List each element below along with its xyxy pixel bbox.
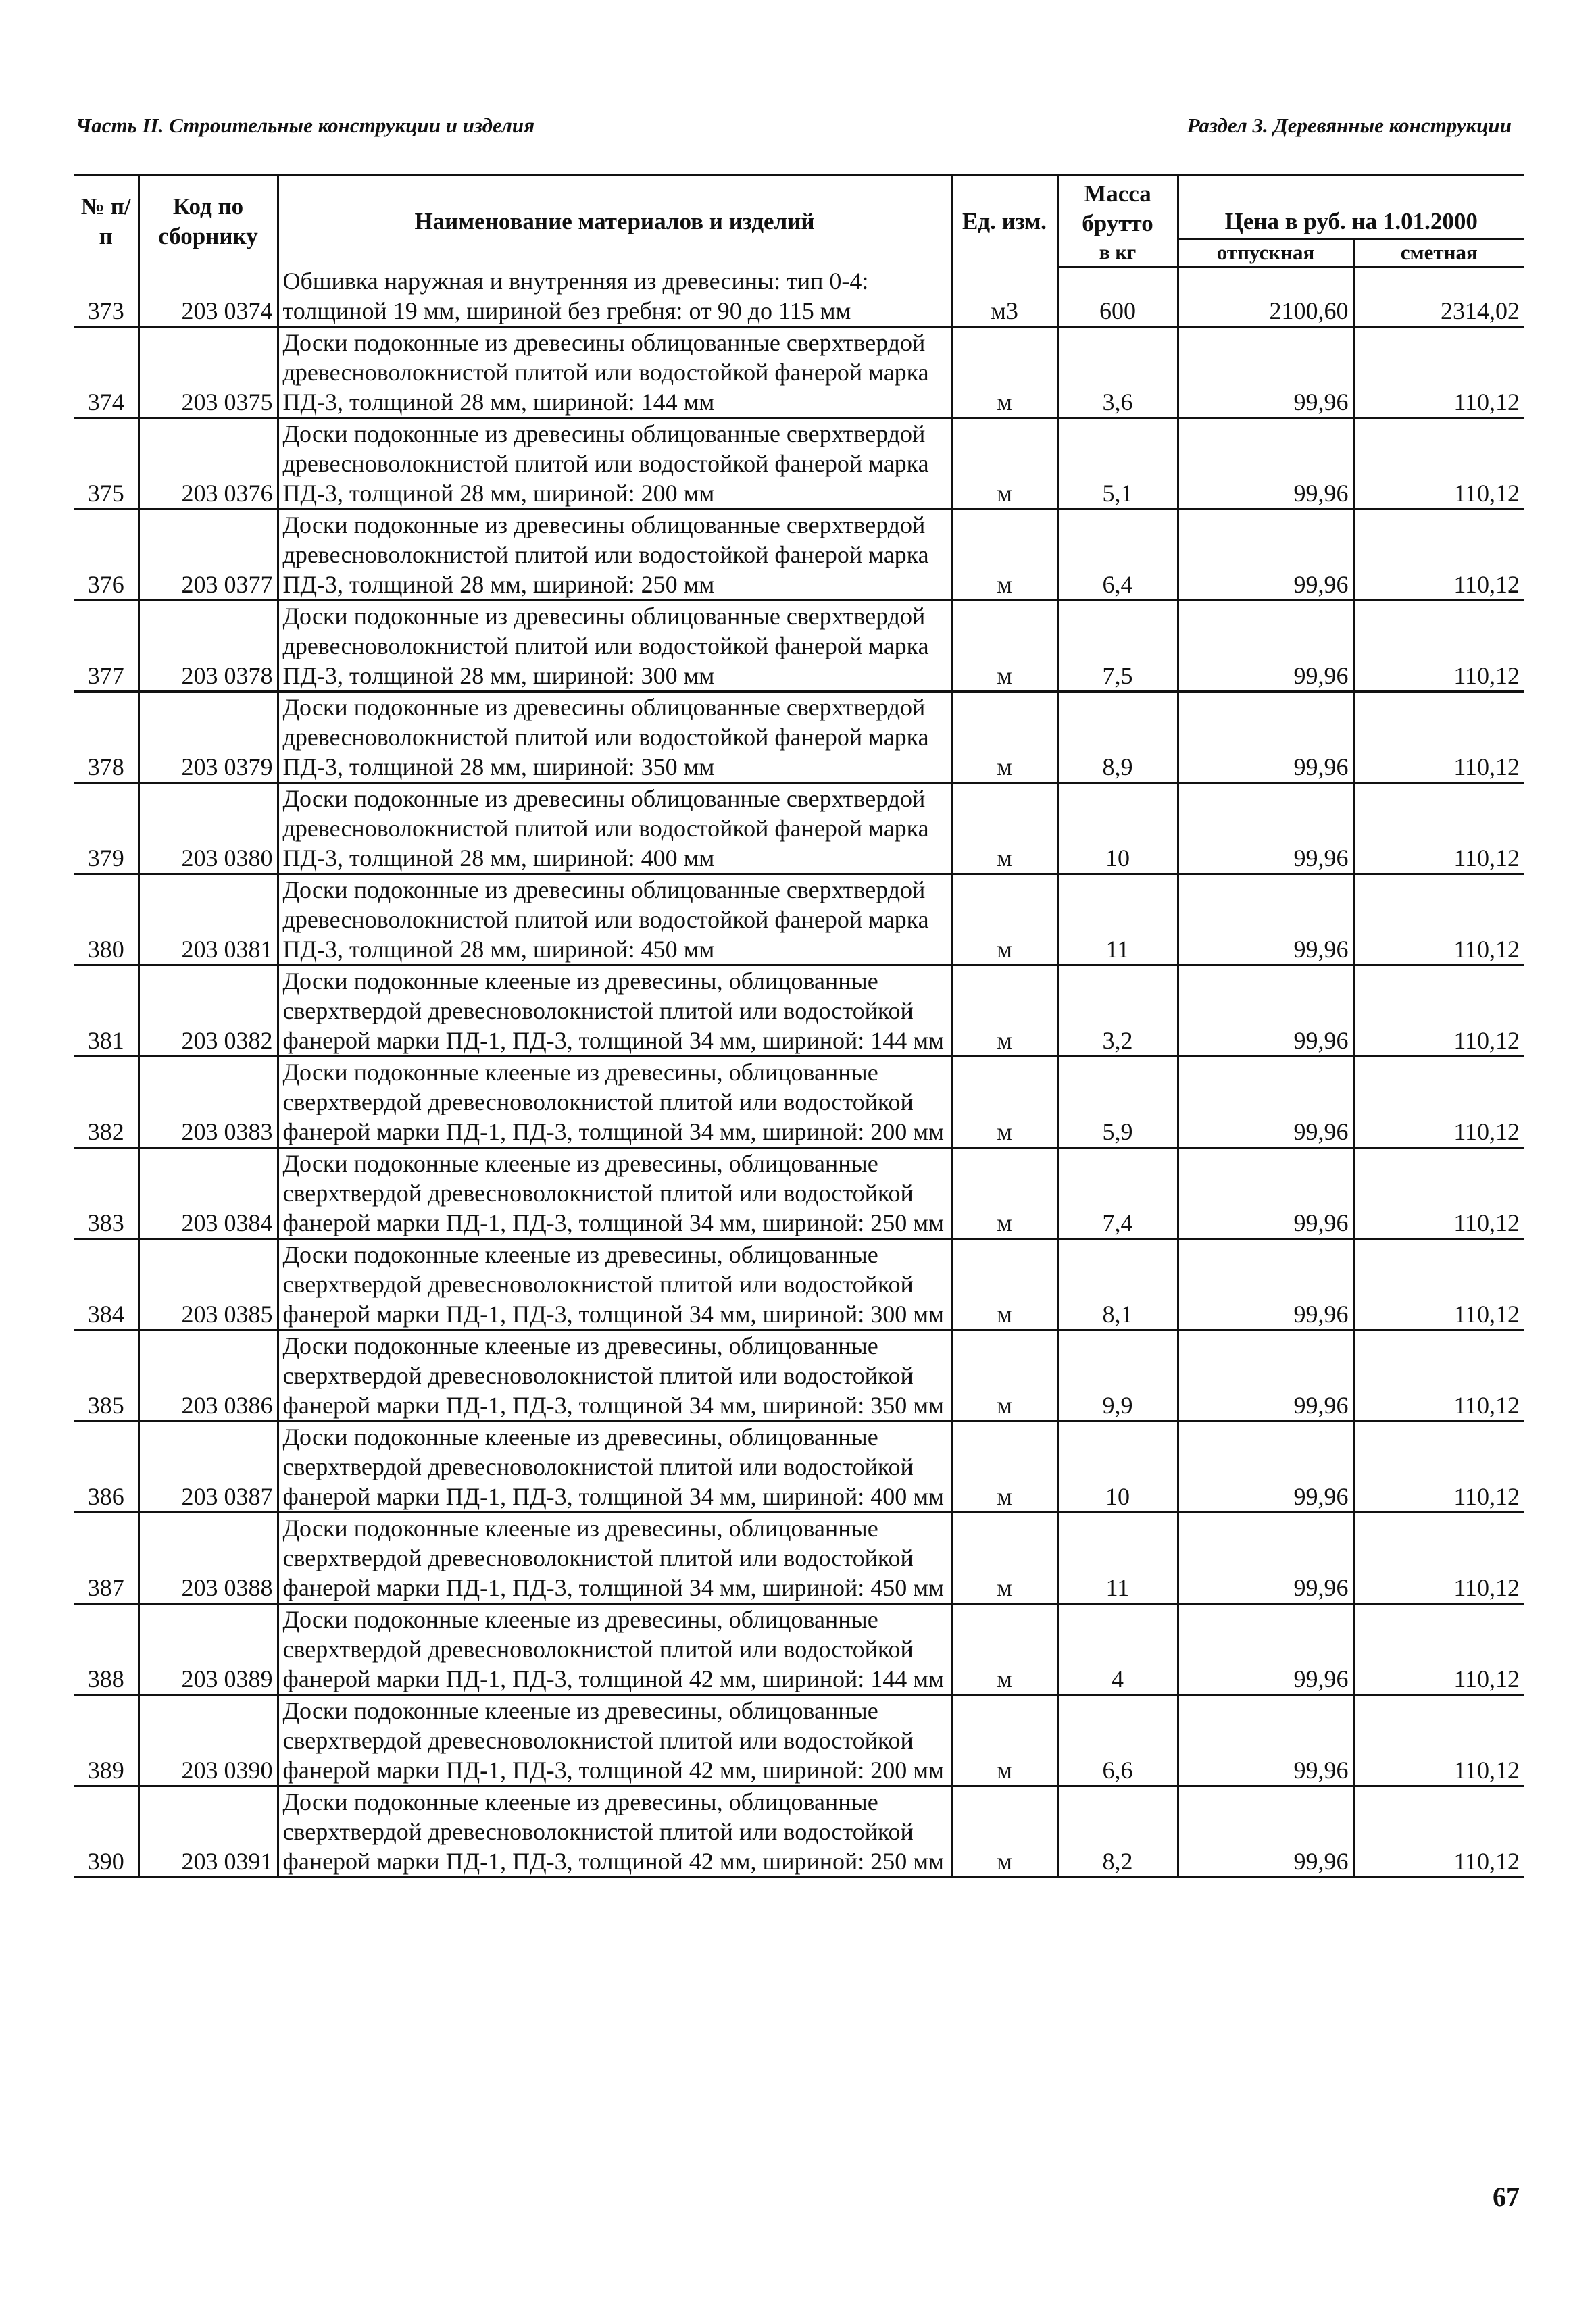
row-price-estimate: 110,12 <box>1353 1604 1524 1695</box>
row-number: 389 <box>74 1695 139 1786</box>
row-name: Доски подоконные клееные из древесины, облицованные сверхтвердой древесноволокнистой плитой или водостойкой фанерой марки ПД-1, ПД-3, толщиной 34 мм, шириной: 200 мм <box>278 1057 951 1148</box>
row-price-wholesale: 99,96 <box>1178 783 1353 874</box>
row-mass: 600 <box>1057 266 1178 327</box>
running-header-part: Часть II. Строительные конструкции и изделия <box>76 114 535 137</box>
row-unit: м <box>951 874 1057 965</box>
row-price-estimate: 110,12 <box>1353 1148 1524 1239</box>
row-name: Доски подоконные из древесины облицованные сверхтвердой древесноволокнистой плитой или водостойкой фанерой марка ПД-3, толщиной 28 мм, шириной: 350 мм <box>278 692 951 783</box>
row-number: 382 <box>74 1057 139 1148</box>
row-mass: 4 <box>1057 1604 1178 1695</box>
row-unit: м3 <box>951 266 1057 327</box>
row-mass: 11 <box>1057 1513 1178 1604</box>
row-unit: м <box>951 1330 1057 1422</box>
row-price-wholesale: 99,96 <box>1178 1604 1353 1695</box>
row-unit: м <box>951 692 1057 783</box>
row-price-estimate: 110,12 <box>1353 509 1524 601</box>
col-header-mass: Масса брутто <box>1057 176 1178 239</box>
row-code: 203 0390 <box>139 1695 278 1786</box>
row-unit: м <box>951 1422 1057 1513</box>
table-row <box>74 1786 1524 1878</box>
row-code: 203 0385 <box>139 1239 278 1330</box>
row-price-estimate: 110,12 <box>1353 965 1524 1057</box>
row-number: 388 <box>74 1604 139 1695</box>
row-code: 203 0391 <box>139 1786 278 1878</box>
row-price-estimate: 110,12 <box>1353 692 1524 783</box>
row-unit: м <box>951 1513 1057 1604</box>
row-unit: м <box>951 1057 1057 1148</box>
row-code: 203 0376 <box>139 418 278 509</box>
table-row <box>74 1330 1524 1422</box>
table-row <box>74 509 1524 601</box>
row-unit: м <box>951 1239 1057 1330</box>
row-price-estimate: 110,12 <box>1353 327 1524 418</box>
price-table <box>74 174 1524 1878</box>
table-row <box>74 1148 1524 1239</box>
row-mass: 11 <box>1057 874 1178 965</box>
row-name: Обшивка наружная и внутренняя из древесины: тип 0-4: толщиной 19 мм, шириной без гребня: от 90 до 115 мм <box>278 266 951 327</box>
row-code: 203 0377 <box>139 509 278 601</box>
row-code: 203 0389 <box>139 1604 278 1695</box>
row-number: 386 <box>74 1422 139 1513</box>
row-price-wholesale: 99,96 <box>1178 1513 1353 1604</box>
table-row <box>74 783 1524 874</box>
row-price-wholesale: 99,96 <box>1178 1057 1353 1148</box>
row-price-wholesale: 99,96 <box>1178 874 1353 965</box>
row-unit: м <box>951 327 1057 418</box>
row-unit: м <box>951 1604 1057 1695</box>
row-price-wholesale: 99,96 <box>1178 1786 1353 1878</box>
row-mass: 3,6 <box>1057 327 1178 418</box>
row-number: 383 <box>74 1148 139 1239</box>
table-body <box>74 266 1524 1878</box>
row-name: Доски подоконные клееные из древесины, облицованные сверхтвердой древесноволокнистой плитой или водостойкой фанерой марки ПД-1, ПД-3, толщиной 42 мм, шириной: 144 мм <box>278 1604 951 1695</box>
row-unit: м <box>951 418 1057 509</box>
row-name: Доски подоконные клееные из древесины, облицованные сверхтвердой древесноволокнистой плитой или водостойкой фанерой марки ПД-1, ПД-3, толщиной 42 мм, шириной: 200 мм <box>278 1695 951 1786</box>
row-code: 203 0379 <box>139 692 278 783</box>
row-mass: 6,6 <box>1057 1695 1178 1786</box>
row-code: 203 0381 <box>139 874 278 965</box>
row-unit: м <box>951 1148 1057 1239</box>
row-number: 384 <box>74 1239 139 1330</box>
table-row <box>74 874 1524 965</box>
row-code: 203 0386 <box>139 1330 278 1422</box>
row-code: 203 0374 <box>139 266 278 327</box>
row-name: Доски подоконные из древесины облицованные сверхтвердой древесноволокнистой плитой или водостойкой фанерой марка ПД-3, толщиной 28 мм, шириной: 144 мм <box>278 327 951 418</box>
table-row <box>74 418 1524 509</box>
running-header-section: Раздел 3. Деревянные конструкции <box>1187 114 1512 137</box>
row-code: 203 0383 <box>139 1057 278 1148</box>
col-header-name: Наименование материалов и изделий <box>278 176 951 267</box>
row-price-estimate: 110,12 <box>1353 1057 1524 1148</box>
row-price-wholesale: 99,96 <box>1178 601 1353 692</box>
row-price-estimate: 110,12 <box>1353 1422 1524 1513</box>
row-unit: м <box>951 509 1057 601</box>
table-row <box>74 1513 1524 1604</box>
row-mass: 6,4 <box>1057 509 1178 601</box>
row-mass: 8,2 <box>1057 1786 1178 1878</box>
row-name: Доски подоконные клееные из древесины, облицованные сверхтвердой древесноволокнистой плитой или водостойкой фанерой марки ПД-1, ПД-3, толщиной 34 мм, шириной: 350 мм <box>278 1330 951 1422</box>
row-price-wholesale: 99,96 <box>1178 965 1353 1057</box>
row-number: 381 <box>74 965 139 1057</box>
table-row <box>74 327 1524 418</box>
row-code: 203 0375 <box>139 327 278 418</box>
row-unit: м <box>951 601 1057 692</box>
row-price-estimate: 110,12 <box>1353 783 1524 874</box>
table-row <box>74 1057 1524 1148</box>
row-price-wholesale: 99,96 <box>1178 1422 1353 1513</box>
row-price-wholesale: 99,96 <box>1178 1148 1353 1239</box>
row-name: Доски подоконные из древесины облицованные сверхтвердой древесноволокнистой плитой или водостойкой фанерой марка ПД-3, толщиной 28 мм, шириной: 200 мм <box>278 418 951 509</box>
row-code: 203 0388 <box>139 1513 278 1604</box>
row-name: Доски подоконные клееные из древесины, облицованные сверхтвердой древесноволокнистой плитой или водостойкой фанерой марки ПД-1, ПД-3, толщиной 34 мм, шириной: 450 мм <box>278 1513 951 1604</box>
row-name: Доски подоконные клееные из древесины, облицованные сверхтвердой древесноволокнистой плитой или водостойкой фанерой марки ПД-1, ПД-3, толщиной 34 мм, шириной: 144 мм <box>278 965 951 1057</box>
table-row <box>74 1695 1524 1786</box>
row-price-estimate: 110,12 <box>1353 874 1524 965</box>
table-row <box>74 1604 1524 1695</box>
row-name: Доски подоконные клееные из древесины, облицованные сверхтвердой древесноволокнистой плитой или водостойкой фанерой марки ПД-1, ПД-3, толщиной 34 мм, шириной: 300 мм <box>278 1239 951 1330</box>
table-row <box>74 692 1524 783</box>
row-code: 203 0380 <box>139 783 278 874</box>
row-price-estimate: 110,12 <box>1353 601 1524 692</box>
row-number: 375 <box>74 418 139 509</box>
row-name: Доски подоконные клееные из древесины, облицованные сверхтвердой древесноволокнистой плитой или водостойкой фанерой марки ПД-1, ПД-3, толщиной 34 мм, шириной: 250 мм <box>278 1148 951 1239</box>
row-number: 385 <box>74 1330 139 1422</box>
row-unit: м <box>951 965 1057 1057</box>
table-row <box>74 1239 1524 1330</box>
row-mass: 7,4 <box>1057 1148 1178 1239</box>
row-mass: 10 <box>1057 1422 1178 1513</box>
col-header-price-wholesale: отпускная <box>1178 238 1353 266</box>
row-number: 373 <box>74 266 139 327</box>
row-code: 203 0387 <box>139 1422 278 1513</box>
row-mass: 8,1 <box>1057 1239 1178 1330</box>
row-mass: 8,9 <box>1057 692 1178 783</box>
row-unit: м <box>951 1786 1057 1878</box>
row-number: 390 <box>74 1786 139 1878</box>
col-header-mass-unit: в кг <box>1057 238 1178 266</box>
row-price-estimate: 110,12 <box>1353 1513 1524 1604</box>
col-header-num: № п/п <box>74 176 139 267</box>
row-price-wholesale: 99,96 <box>1178 692 1353 783</box>
row-code: 203 0384 <box>139 1148 278 1239</box>
row-unit: м <box>951 1695 1057 1786</box>
row-price-wholesale: 99,96 <box>1178 418 1353 509</box>
col-header-price: Цена в руб. на 1.01.2000 <box>1178 176 1524 239</box>
row-price-wholesale: 99,96 <box>1178 327 1353 418</box>
table-row <box>74 965 1524 1057</box>
row-code: 203 0378 <box>139 601 278 692</box>
row-name: Доски подоконные из древесины облицованные сверхтвердой древесноволокнистой плитой или водостойкой фанерой марка ПД-3, толщиной 28 мм, шириной: 400 мм <box>278 783 951 874</box>
col-header-unit: Ед. изм. <box>951 176 1057 267</box>
row-number: 374 <box>74 327 139 418</box>
row-name: Доски подоконные из древесины облицованные сверхтвердой древесноволокнистой плитой или водостойкой фанерой марка ПД-3, толщиной 28 мм, шириной: 450 мм <box>278 874 951 965</box>
row-price-estimate: 110,12 <box>1353 1786 1524 1878</box>
row-price-estimate: 110,12 <box>1353 1239 1524 1330</box>
row-number: 376 <box>74 509 139 601</box>
col-header-code: Код по сборнику <box>139 176 278 267</box>
row-mass: 9,9 <box>1057 1330 1178 1422</box>
row-price-wholesale: 99,96 <box>1178 509 1353 601</box>
row-mass: 5,1 <box>1057 418 1178 509</box>
table-row <box>74 1422 1524 1513</box>
row-number: 387 <box>74 1513 139 1604</box>
col-header-price-estimate: сметная <box>1353 238 1524 266</box>
row-price-estimate: 110,12 <box>1353 1695 1524 1786</box>
row-name: Доски подоконные клееные из древесины, облицованные сверхтвердой древесноволокнистой плитой или водостойкой фанерой марки ПД-1, ПД-3, толщиной 42 мм, шириной: 250 мм <box>278 1786 951 1878</box>
row-price-estimate: 2314,02 <box>1353 266 1524 327</box>
row-price-wholesale: 99,96 <box>1178 1695 1353 1786</box>
row-name: Доски подоконные клееные из древесины, облицованные сверхтвердой древесноволокнистой плитой или водостойкой фанерой марки ПД-1, ПД-3, толщиной 34 мм, шириной: 400 мм <box>278 1422 951 1513</box>
row-number: 379 <box>74 783 139 874</box>
row-name: Доски подоконные из древесины облицованные сверхтвердой древесноволокнистой плитой или водостойкой фанерой марка ПД-3, толщиной 28 мм, шириной: 250 мм <box>278 509 951 601</box>
row-mass: 10 <box>1057 783 1178 874</box>
row-price-estimate: 110,12 <box>1353 418 1524 509</box>
row-price-wholesale: 99,96 <box>1178 1239 1353 1330</box>
row-number: 377 <box>74 601 139 692</box>
row-mass: 5,9 <box>1057 1057 1178 1148</box>
row-code: 203 0382 <box>139 965 278 1057</box>
page-number: 67 <box>1493 2182 1520 2212</box>
row-name: Доски подоконные из древесины облицованные сверхтвердой древесноволокнистой плитой или водостойкой фанерой марка ПД-3, толщиной 28 мм, шириной: 300 мм <box>278 601 951 692</box>
row-price-estimate: 110,12 <box>1353 1330 1524 1422</box>
table-row <box>74 266 1524 327</box>
row-mass: 7,5 <box>1057 601 1178 692</box>
row-price-wholesale: 99,96 <box>1178 1330 1353 1422</box>
row-number: 380 <box>74 874 139 965</box>
row-number: 378 <box>74 692 139 783</box>
row-unit: м <box>951 783 1057 874</box>
table-row <box>74 601 1524 692</box>
row-price-wholesale: 2100,60 <box>1178 266 1353 327</box>
row-mass: 3,2 <box>1057 965 1178 1057</box>
